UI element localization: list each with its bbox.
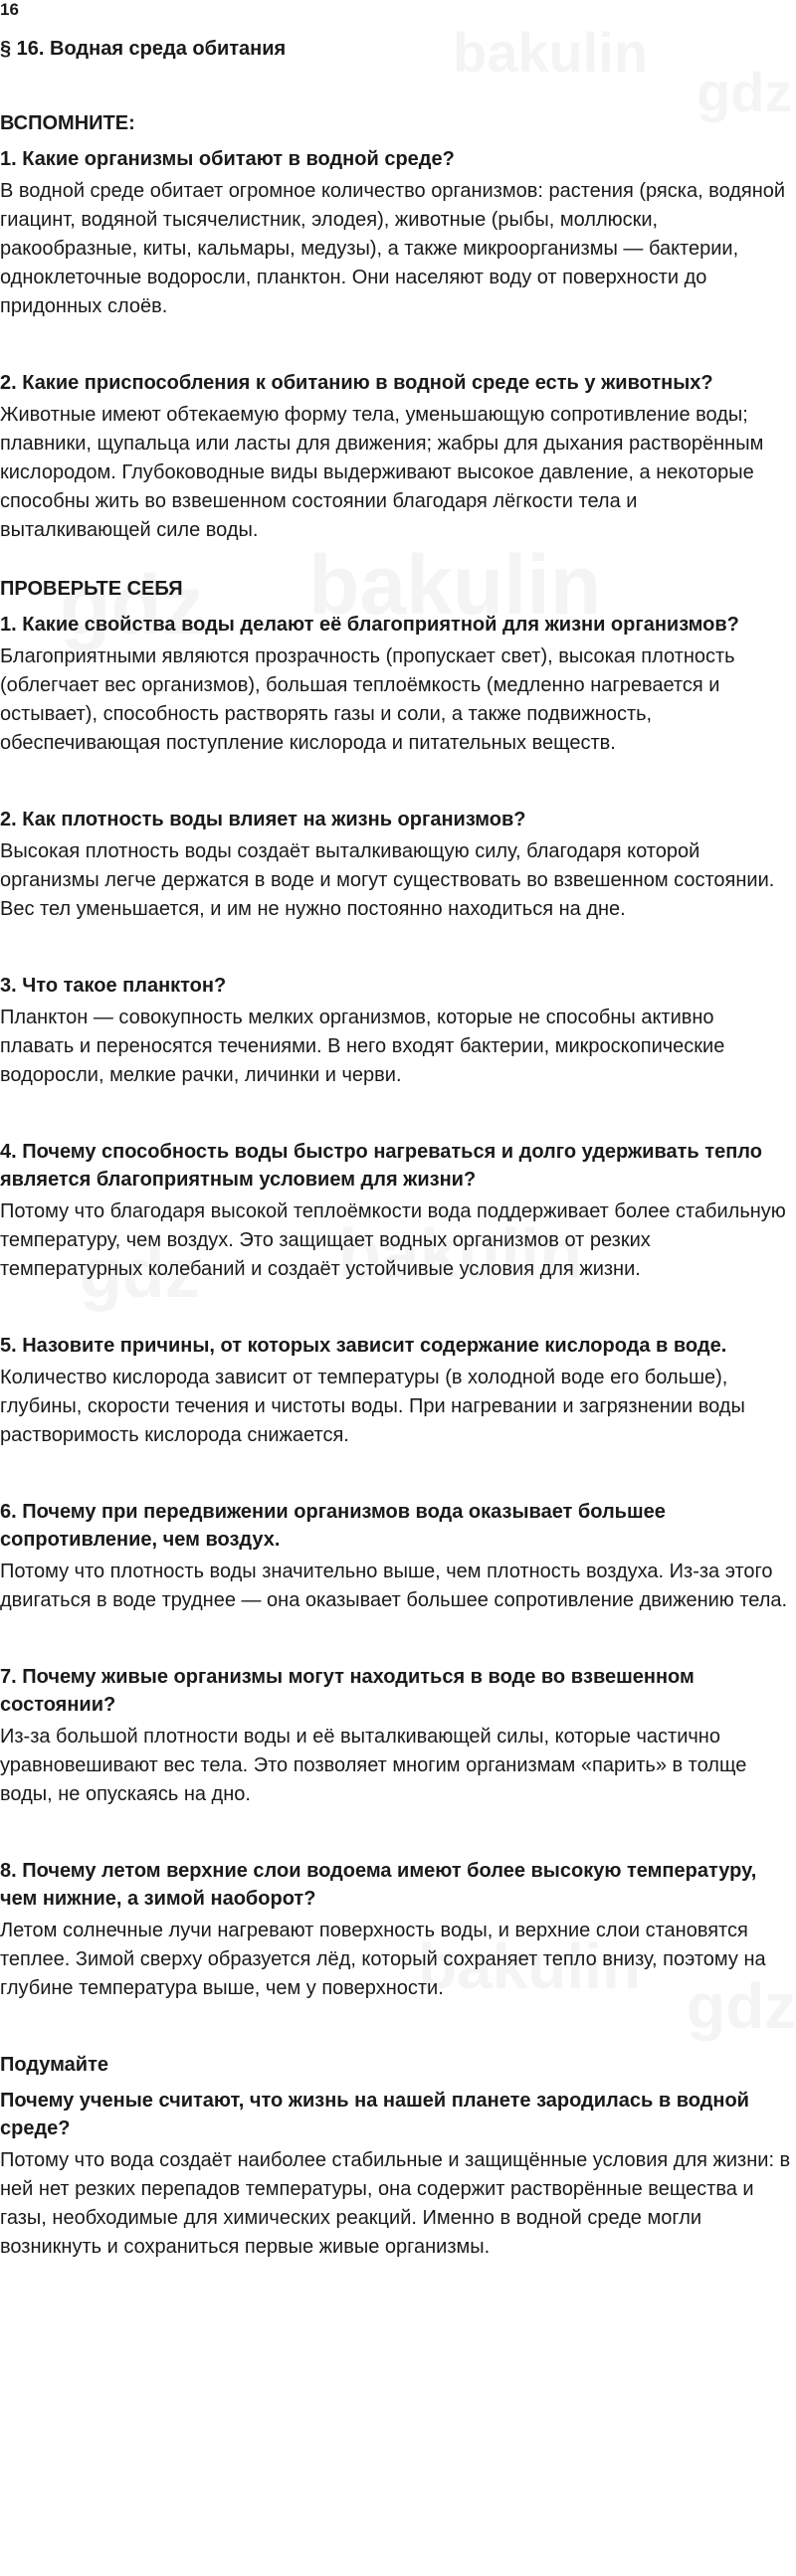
qa-item xyxy=(0,611,791,758)
page-number: 16 xyxy=(0,0,19,19)
question: 7. Почему живые организмы могут находиться в воде во взвешенном состоянии? xyxy=(0,1666,695,1716)
qa-item xyxy=(0,806,791,924)
answer: В водной среде обитает огромное количество организмов: растения (ряска, водяной гиацинт, водяной тысячелистник, элодея), животные (рыбы, моллюски, ракообразные, киты, кальмары, медузы), а также микроорганизмы — бактерии, одноклеточные водоросли, планктон. Они населяют воду от поверхности до придонных слоёв. xyxy=(0,180,786,317)
section-title: § 16. Водная среда обитания xyxy=(0,38,287,60)
answer: Высокая плотность воды создаёт выталкивающую силу, благодаря которой организмы легче держатся в воде и могут существовать во взвешенном состоянии. Вес тел уменьшается, и им не нужно постоянно находиться на дне. xyxy=(0,840,775,920)
watermark-brand xyxy=(453,20,648,85)
answer: Летом солнечные лучи нагревают поверхность воды, и верхние слои становятся теплее. Зимой сверху образуется лёд, который сохраняет тепло внизу, поэтому на глубине температура выше, чем у поверхности. xyxy=(0,1920,766,1999)
question: 8. Почему летом верхние слои водоема имеют более высокую температуру, чем нижние, а зимой наоборот? xyxy=(0,1860,757,1910)
qa-item xyxy=(0,1332,791,1450)
qa-item xyxy=(0,2087,791,2262)
question: 6. Почему при передвижении организмов вода оказывает большее сопротивление, чем воздух. xyxy=(0,1501,666,1551)
qa-item xyxy=(0,1498,791,1615)
qa-item xyxy=(0,1857,791,2003)
answer: Потому что вода создаёт наиболее стабильные и защищённые условия для жизни: в ней нет резких перепадов температуры, она содержит растворённые вещества и газы, необходимые для химических реакций. Именно в водной среде могли возникнуть и сохраниться первые живые организмы. xyxy=(0,2149,791,2258)
qa-item xyxy=(0,972,791,1090)
question: 5. Назовите причины, от которых зависит содержание кислорода в воде. xyxy=(0,1335,727,1357)
qa-item xyxy=(0,369,791,545)
qa-item xyxy=(0,1138,791,1284)
group-heading: ВСПОМНИТЕ: xyxy=(0,112,135,134)
group-heading: Подумайте xyxy=(0,2054,108,2076)
group-check-yourself xyxy=(0,575,791,2003)
qa-item xyxy=(0,145,791,321)
answer: Благоприятными являются прозрачность (пропускает свет), высокая плотность (облегчает вес организмов), большая теплоёмкость (медленно нагревается и остывает), способность растворять газы и соли, а также подвижность, обеспечивающая поступление кислорода и питательных веществ. xyxy=(0,645,735,754)
answer: Потому что благодаря высокой теплоёмкости вода поддерживает более стабильную температуру, чем воздух. Это защищает водных организмов от резких температурных колебаний и создаёт устойчивые условия для жизни. xyxy=(0,1200,786,1280)
question: Почему ученые считают, что жизнь на нашей планете зародилась в водной среде? xyxy=(0,2090,749,2139)
answer: Планктон — совокупность мелких организмов, которые не способны активно плавать и переносятся течениями. В него входят бактерии, микроскопические водоросли, мелкие рачки, личинки и черви. xyxy=(0,1007,725,1086)
question: 2. Как плотность воды влияет на жизнь организмов? xyxy=(0,809,526,830)
question: 1. Какие организмы обитают в водной среде? xyxy=(0,148,455,170)
group-recall xyxy=(0,109,791,545)
answer: Животные имеют обтекаемую форму тела, уменьшающую сопротивление воды; плавники, щупальца или ласты для движения; жабры для дыхания растворённым кислородом. Глубоководные виды выдерживают высокое давление, а некоторые способны жить во взвешенном состоянии благодаря лёгкости тела и выталкивающей силе воды. xyxy=(0,404,764,541)
group-think xyxy=(0,2051,791,2262)
answer: Из-за большой плотности воды и её выталкивающей силы, которые частично уравновешивают вес тела. Это позволяет многим организмам «парить» в толще воды, не опускаясь на дно. xyxy=(0,1726,747,1805)
qa-item xyxy=(0,1663,791,1809)
question: 4. Почему способность воды быстро нагреваться и долго удерживать тепло является благоприятным условием для жизни? xyxy=(0,1141,762,1191)
content xyxy=(0,109,791,2262)
group-heading: ПРОВЕРЬТЕ СЕБЯ xyxy=(0,578,183,600)
question: 3. Что такое планктон? xyxy=(0,975,227,997)
answer: Количество кислорода зависит от температуры (в холодной воде его больше), глубины, скорости течения и чистоты воды. При нагревании и загрязнении воды растворимость кислорода снижается. xyxy=(0,1367,745,1446)
question: 1. Какие свойства воды делают её благоприятной для жизни организмов? xyxy=(0,614,739,636)
answer: Потому что плотность воды значительно выше, чем плотность воздуха. Из-за этого двигаться в воде труднее — она оказывает большее сопротивление движению тела. xyxy=(0,1561,788,1611)
question: 2. Какие приспособления к обитанию в водной среде есть у животных? xyxy=(0,372,713,394)
